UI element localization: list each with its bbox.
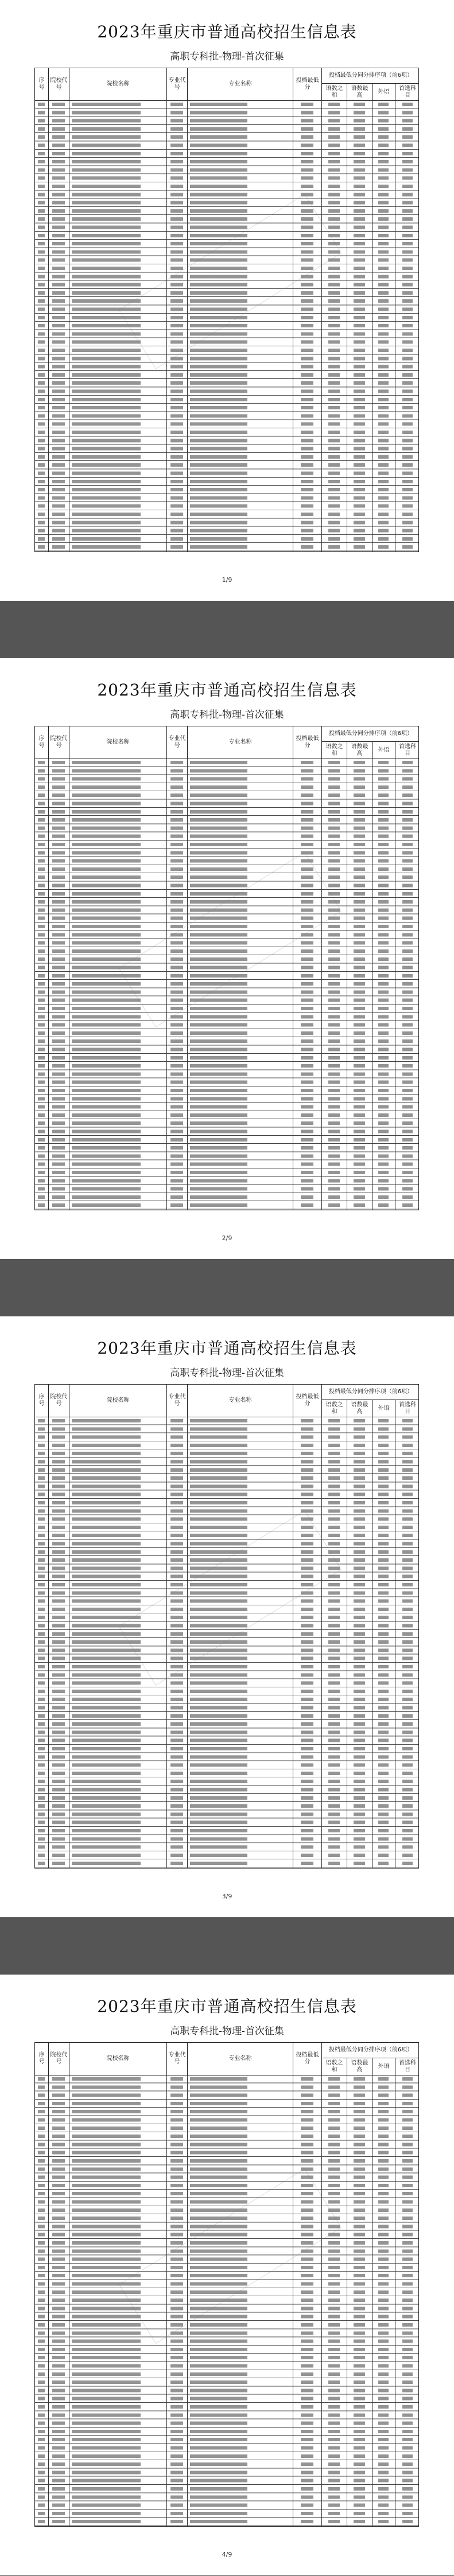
col-header-first-elective: 首选科目 — [395, 83, 419, 100]
col-header-school-name: 院校名称 — [69, 1385, 167, 1417]
page-title: 2023年重庆市普通高校招生信息表 — [97, 22, 357, 41]
table-header — [35, 726, 418, 759]
col-header-chinese-math: 语数之和 — [322, 83, 347, 100]
table-body — [35, 1417, 418, 1868]
col-header-min-score: 投档最低分 — [293, 1385, 322, 1417]
document-page — [0, 658, 454, 1259]
col-header-chinese-math: 语数之和 — [322, 1400, 347, 1417]
col-header-min-score: 投档最低分 — [293, 726, 322, 759]
col-header-seq: 序号 — [35, 2043, 49, 2075]
admission-table — [34, 2042, 419, 2527]
table-body — [35, 2075, 418, 2526]
table-header — [35, 2043, 418, 2075]
col-header-foreign: 外语 — [372, 83, 395, 100]
col-header-major-code: 专业代号 — [167, 1385, 188, 1417]
page-subtitle: 高职专科批-物理-首次征集 — [170, 2026, 284, 2037]
col-header-major-code: 专业代号 — [167, 68, 188, 100]
table-body — [35, 100, 418, 552]
table-header — [35, 1385, 418, 1417]
page-title: 2023年重庆市普通高校招生信息表 — [97, 1339, 357, 1358]
col-header-tiebreak-group: 投档最低分同分排序项（前6项） — [328, 72, 413, 79]
col-header-min-score: 投档最低分 — [293, 2043, 322, 2075]
col-header-major-name: 专业名称 — [188, 726, 293, 759]
col-header-foreign: 外语 — [372, 2058, 395, 2075]
col-header-chinese-math: 语数之和 — [322, 741, 347, 759]
col-header-first-elective: 首选科目 — [395, 1400, 419, 1417]
col-header-first-elective: 首选科目 — [395, 2058, 419, 2075]
col-header-school-name: 院校名称 — [69, 726, 167, 759]
page-number: 4/9 — [222, 2551, 232, 2558]
table-body — [35, 759, 418, 1210]
page-number: 3/9 — [222, 1893, 232, 1900]
col-header-seq: 序号 — [35, 726, 49, 759]
col-header-foreign: 外语 — [372, 741, 395, 759]
admission-table — [34, 68, 419, 552]
page-subtitle: 高职专科批-物理-首次征集 — [170, 1367, 284, 1379]
page-number: 2/9 — [222, 1234, 232, 1242]
col-header-chinese-math-max: 语数最高 — [347, 2058, 372, 2075]
col-header-major-code: 专业代号 — [167, 2043, 188, 2075]
col-header-tiebreak-group: 投档最低分同分排序项（前6项） — [328, 1389, 413, 1395]
page-title: 2023年重庆市普通高校招生信息表 — [97, 1997, 357, 2016]
page-subtitle: 高职专科批-物理-首次征集 — [170, 51, 284, 62]
col-header-chinese-math-max: 语数最高 — [347, 83, 372, 100]
page-subtitle: 高职专科批-物理-首次征集 — [170, 709, 284, 721]
col-header-chinese-math-max: 语数最高 — [347, 741, 372, 759]
col-header-seq: 序号 — [35, 1385, 49, 1417]
col-header-first-elective: 首选科目 — [395, 741, 419, 759]
col-header-tiebreak-group: 投档最低分同分排序项（前6项） — [328, 2047, 413, 2053]
col-header-seq: 序号 — [35, 68, 49, 100]
document-page — [0, 1316, 454, 1917]
document-page — [0, 1975, 454, 2575]
admission-table — [34, 726, 419, 1210]
col-header-school-code: 院校代号 — [49, 68, 69, 100]
col-header-major-code: 专业代号 — [167, 726, 188, 759]
col-header-chinese-math-max: 语数最高 — [347, 1400, 372, 1417]
col-header-school-name: 院校名称 — [69, 68, 167, 100]
col-header-tiebreak-group: 投档最低分同分排序项（前6项） — [328, 730, 413, 737]
col-header-chinese-math: 语数之和 — [322, 2058, 347, 2075]
col-header-school-code: 院校代号 — [49, 1385, 69, 1417]
col-header-major-name: 专业名称 — [188, 68, 293, 100]
page-title: 2023年重庆市普通高校招生信息表 — [97, 681, 357, 699]
document-page — [0, 0, 454, 601]
col-header-foreign: 外语 — [372, 1400, 395, 1417]
col-header-school-code: 院校代号 — [49, 726, 69, 759]
col-header-major-name: 专业名称 — [188, 2043, 293, 2075]
page-number: 1/9 — [222, 576, 232, 584]
col-header-school-name: 院校名称 — [69, 2043, 167, 2075]
admission-table — [34, 1384, 419, 1869]
col-header-min-score: 投档最低分 — [293, 68, 322, 100]
table-header — [35, 68, 418, 101]
col-header-major-name: 专业名称 — [188, 1385, 293, 1417]
col-header-school-code: 院校代号 — [49, 2043, 69, 2075]
